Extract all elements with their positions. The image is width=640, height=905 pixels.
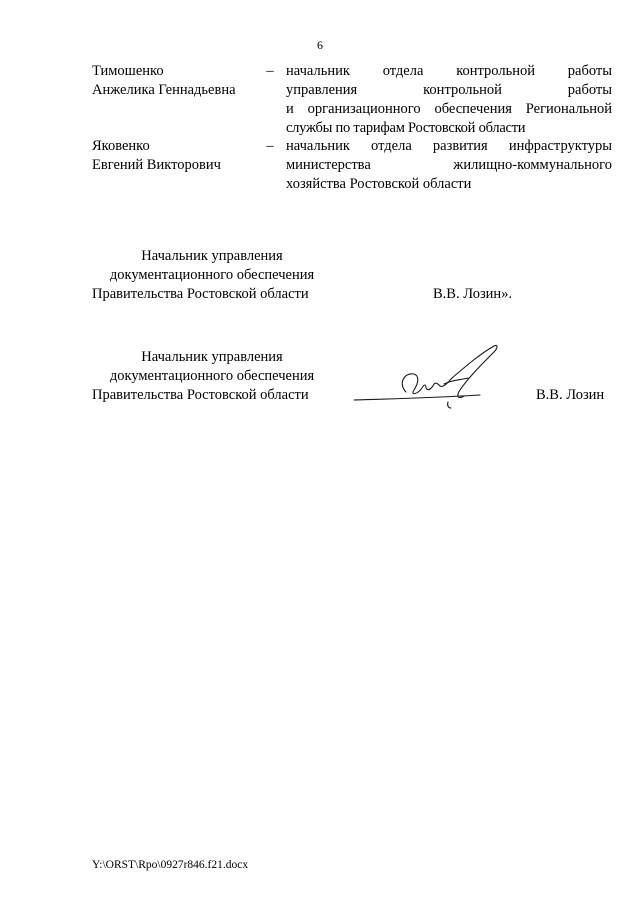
position-line: Правительства Ростовской области [92, 286, 309, 302]
given-names: Анжелика Геннадьевна [92, 82, 236, 98]
handwritten-signature [348, 344, 508, 414]
position-line: Начальник управления [141, 349, 283, 365]
signatory-position [92, 247, 332, 304]
surname: Яковенко [92, 138, 150, 154]
position-line: и организационного обеспечения Региональной [286, 101, 612, 117]
position-line: хозяйства Ростовской области [286, 176, 472, 192]
person-position [286, 62, 612, 138]
file-path-footer: Y:\ORST\Rpo\0927r846.f21.docx [92, 859, 249, 871]
signatory-position [92, 348, 332, 405]
surname: Тимошенко [92, 63, 164, 79]
signatory-name: В.В. Лозин [536, 387, 605, 403]
signatory-name: В.В. Лозин». [433, 286, 513, 302]
position-line: службы по тарифам Ростовской области [286, 120, 526, 136]
position-line: документационного обеспечения [109, 267, 315, 283]
page-number: 6 [317, 38, 323, 52]
person-name [92, 62, 262, 100]
position-line: Правительства Ростовской области [92, 387, 309, 403]
dash: – [266, 63, 274, 79]
dash: – [266, 138, 274, 154]
position-line: управления контрольной работы [286, 82, 612, 98]
position-line: Начальник управления [141, 248, 283, 264]
person-position [286, 137, 612, 194]
person-name [92, 137, 262, 175]
given-names: Евгений Викторович [92, 157, 221, 173]
position-line: документационного обеспечения [109, 368, 315, 384]
position-line: начальник отдела контрольной работы [286, 63, 612, 79]
position-line: министерства жилищно-коммунального [286, 157, 612, 173]
position-line: начальник отдела развития инфраструктуры [286, 138, 612, 154]
